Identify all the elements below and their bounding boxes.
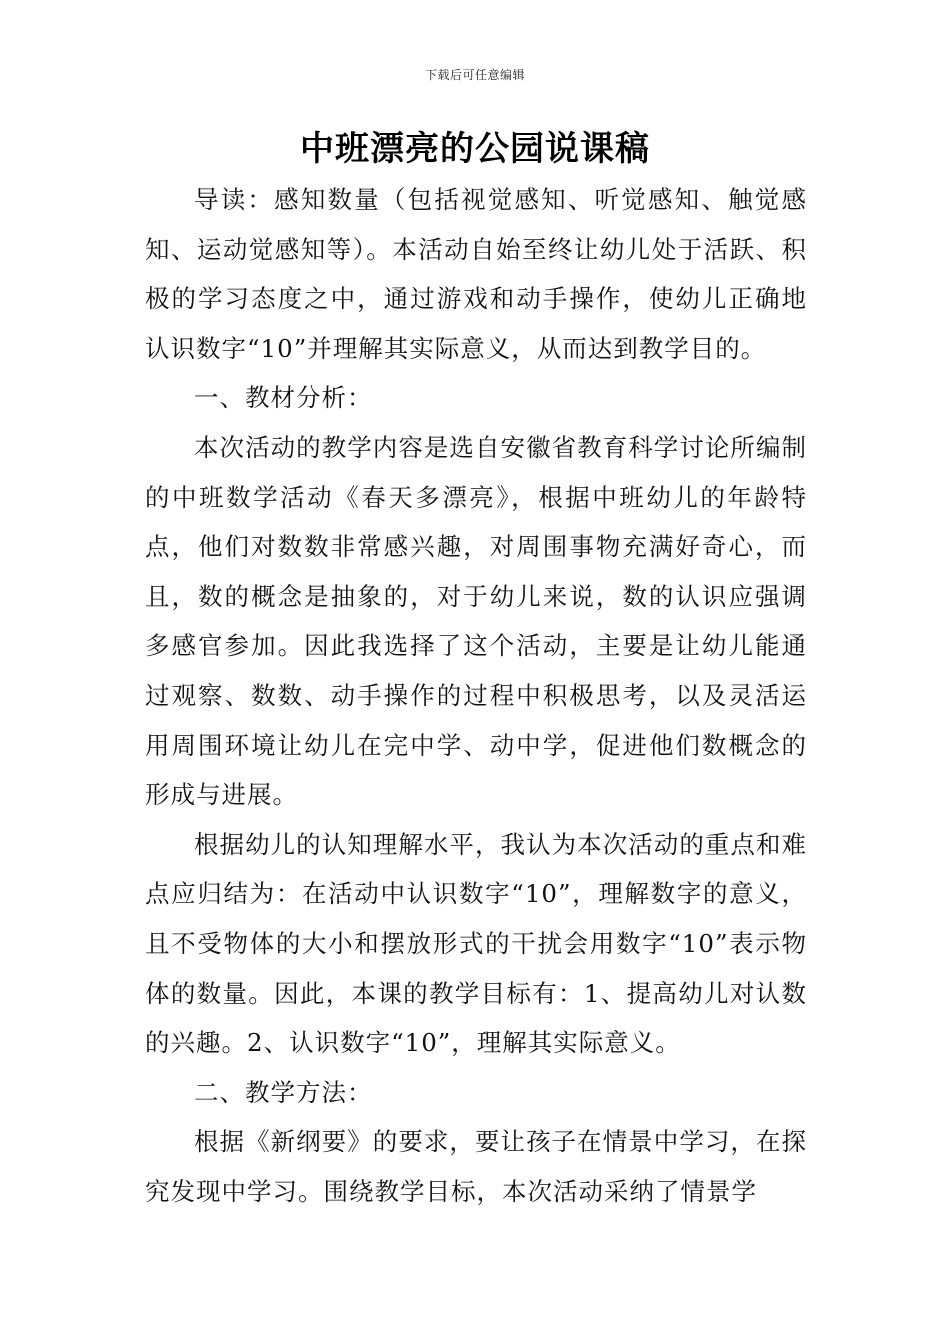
header-note: 下载后可任意编辑 — [424, 68, 525, 82]
methods-paragraph-1: 根据《新纲要》的要求，要让孩子在情景中学习，在探究发现中学习。围绕教学目标，本次活动采纳了情景学 — [145, 1127, 807, 1206]
document-body — [145, 175, 807, 1216]
section-heading-materials: 一、教材分析： — [194, 383, 373, 413]
materials-paragraph-1: 本次活动的教学内容是选自安徽省教育科学讨论所编制的中班数学活动《春天多漂亮》，根据中班幼儿的年龄特点，他们对数数非常感兴趣，对周围事物充满好奇心，而且，数的概念是抽象的，对于幼儿来说，数的认识应强调多感官参加。因此我选择了这个活动，主要是让幼儿能通过观察、数数、动手操作的过程中积极思考，以及灵活运用周围环境让幼儿在完中学、动中学，促进他们数概念的形成与进展。 — [145, 432, 807, 810]
intro-paragraph: 导读：感知数量（包括视觉感知、听觉感知、触觉感知、运动觉感知等）。本活动自始至终让幼儿处于活跃、积极的学习态度之中，通过游戏和动手操作，使幼儿正确地认识数字“10”并理解其实际意义，从而达到教学目的。 — [145, 185, 807, 363]
section-heading-methods: 二、教学方法： — [194, 1077, 373, 1107]
materials-paragraph-2: 根据幼儿的认知理解水平，我认为本次活动的重点和难点应归结为：在活动中认识数字“10”，理解数字的意义，且不受物体的大小和摆放形式的干扰会用数字“10”表示物体的数量。因此，本课的教学目标有：1、提高幼儿对认数的兴趣。2、认识数字“10”，理解其实际意义。 — [145, 829, 807, 1058]
document-title: 中班漂亮的公园说课稿 — [300, 129, 650, 169]
